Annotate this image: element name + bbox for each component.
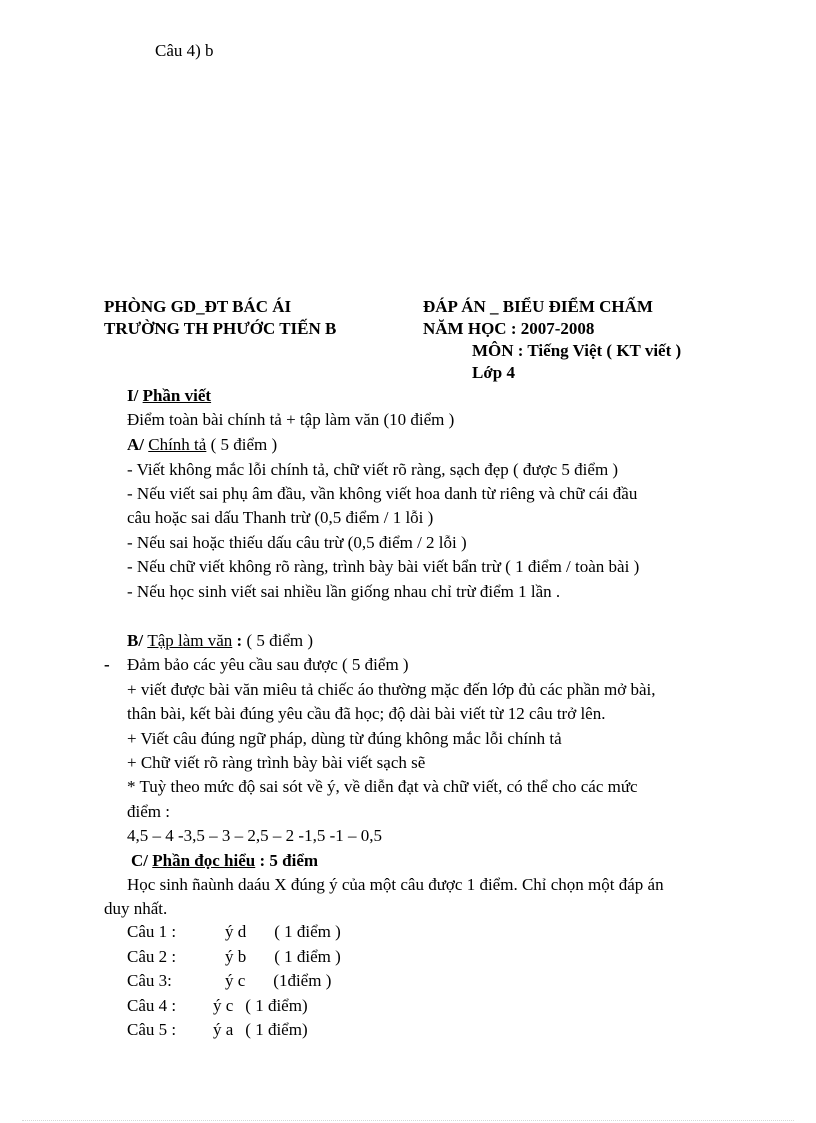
section-b-heading: [127, 632, 313, 649]
answer-row: [127, 997, 308, 1014]
answer-question: Câu 5 :: [127, 1020, 177, 1039]
section-a-line: - Nếu học sinh viết sai nhiều lần giống nhau chỉ trừ điểm 1 lần .: [127, 582, 561, 601]
answer-points: ( 1 điểm): [245, 996, 308, 1015]
section-a-points: ( 5 điểm ): [206, 435, 278, 454]
section-c-instruction-cont: duy nhất.: [104, 899, 168, 918]
header-title: ĐÁP ÁN _ BIỂU ĐIỂM CHẤM: [423, 297, 653, 316]
section-b-points: ( 5 điểm ): [242, 631, 314, 650]
answer-row: [127, 948, 341, 965]
page-bottom-rule: [22, 1120, 794, 1121]
section-c-prefix: C/: [131, 851, 153, 870]
answer-choice: ý b: [225, 947, 247, 966]
section-a-line: câu hoặc sai dấu Thanh trừ (0,5 điểm / 1 lỗi ): [127, 508, 434, 527]
part1-title: Phần viết: [142, 386, 212, 405]
header-department: PHÒNG GD_ĐT BÁC ÁI: [104, 297, 292, 316]
section-b-line: + Viết câu đúng ngữ pháp, dùng từ đúng không mắc lỗi chính tả: [127, 729, 562, 748]
section-a-line: - Nếu viết sai phụ âm đầu, vần không viết hoa danh từ riêng và chữ cái đầu: [127, 484, 638, 503]
section-b-scale: 4,5 – 4 -3,5 – 3 – 2,5 – 2 -1,5 -1 – 0,5: [127, 826, 382, 845]
header-school-year: NĂM HỌC : 2007-2008: [423, 319, 595, 338]
section-a-heading: [127, 436, 277, 453]
answer-question: Câu 2 :: [127, 947, 177, 966]
header-grade: Lớp 4: [472, 363, 515, 382]
section-a-line: - Nếu sai hoặc thiếu dấu câu trừ (0,5 điểm / 2 lỗi ): [127, 533, 467, 552]
section-c-instruction: Học sinh ñaùnh daáu X đúng ý của một câu được 1 điểm. Chỉ chọn một đáp án: [127, 875, 664, 894]
part1-prefix: I/: [127, 386, 143, 405]
section-b-bullet: -: [104, 655, 110, 674]
section-b-line: + viết được bài văn miêu tả chiếc áo thường mặc đến lớp đủ các phần mở bài,: [127, 680, 656, 699]
header-subject: MÔN : Tiếng Việt ( KT viết ): [472, 341, 682, 360]
part1-total: Điểm toàn bài chính tả + tập làm văn (10 điểm ): [127, 410, 455, 429]
answer-question: Câu 3:: [127, 971, 172, 990]
header-school: TRƯỜNG TH PHƯỚC TIẾN B: [104, 319, 337, 338]
section-a-title: Chính tả: [148, 435, 207, 454]
section-b-line: * Tuỳ theo mức độ sai sót về ý, về diễn đạt và chữ viết, có thể cho các mức: [127, 777, 638, 796]
section-c-title: Phần đọc hiểu: [152, 851, 256, 870]
section-b-line: + Chữ viết rõ ràng trình bày bài viết sạch sẽ: [127, 753, 426, 772]
answer-points: ( 1 điểm ): [274, 922, 341, 941]
answer-question: Câu 4 :: [127, 996, 177, 1015]
section-b-prefix: B/: [127, 631, 148, 650]
section-a-line: - Viết không mắc lỗi chính tả, chữ viết rõ ràng, sạch đẹp ( được 5 điểm ): [127, 460, 619, 479]
part1-heading: [127, 387, 211, 404]
section-b-line: thân bài, kết bài đúng yêu cầu đã học; độ dài bài viết từ 12 câu trở lên.: [127, 704, 606, 723]
section-b-line: Đảm bảo các yêu cầu sau được ( 5 điểm ): [127, 655, 409, 674]
answer-points: (1điểm ): [273, 971, 332, 990]
answer-choice: ý c: [213, 996, 234, 1015]
answer-row: [127, 972, 331, 989]
answer-row: [127, 1021, 308, 1038]
answer-points: ( 1 điểm): [245, 1020, 308, 1039]
section-a-line: - Nếu chữ viết không rõ ràng, trình bày bài viết bẩn trừ ( 1 điểm / toàn bài ): [127, 557, 640, 576]
answer-choice: ý c: [225, 971, 246, 990]
section-c-points: : 5 điểm: [255, 851, 319, 870]
answer-choice: ý d: [225, 922, 247, 941]
section-b-title: Tập làm văn: [147, 631, 233, 650]
section-c-heading: [131, 852, 318, 869]
top-answer: Câu 4) b: [155, 41, 214, 60]
answer-choice: ý a: [213, 1020, 234, 1039]
answer-points: ( 1 điểm ): [274, 947, 341, 966]
section-b-line: điểm :: [127, 802, 170, 821]
section-b-colon: :: [232, 631, 243, 650]
answer-question: Câu 1 :: [127, 922, 177, 941]
section-a-prefix: A/: [127, 435, 149, 454]
answer-row: [127, 923, 341, 940]
